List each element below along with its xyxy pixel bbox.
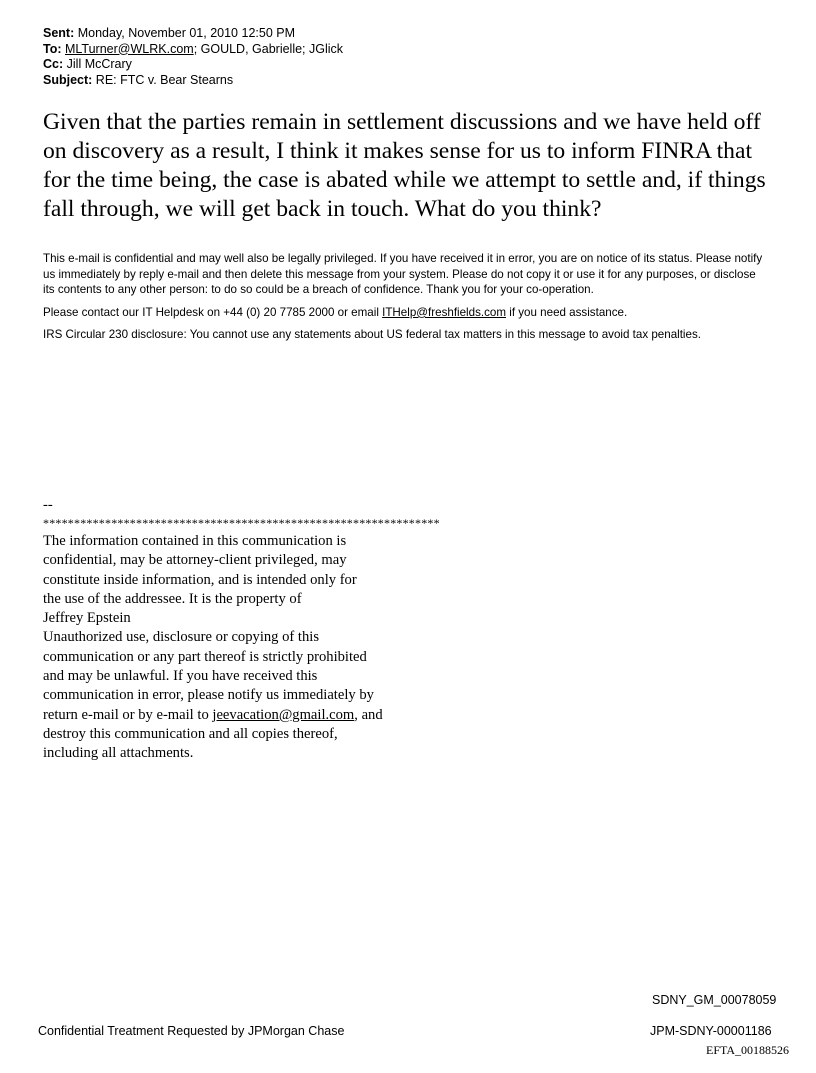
signature-dashes: --	[43, 497, 53, 513]
sig-line: confidential, may be attorney-client privileged, may	[43, 552, 347, 569]
sig-line-text: , and	[354, 706, 383, 723]
subject-row	[43, 73, 783, 89]
to-label: To:	[43, 41, 62, 56]
subject-value: RE: FTC v. Bear Stearns	[95, 72, 234, 87]
helpdesk-text-after: if you need assistance.	[506, 305, 628, 319]
email-body: Given that the parties remain in settlement discussions and we have held off on discovery as a result, I think it makes sense for us to inform FINRA that for the time being, the case is abated while we attempt to settle and, if things fall through, we will get back in touch. What do you think?	[43, 109, 766, 222]
sig-line: communication or any part thereof is strictly prohibited	[43, 648, 367, 665]
sent-row	[43, 26, 783, 42]
sig-line: destroy this communication and all copies thereof,	[43, 725, 338, 742]
sig-line: constitute inside information, and is intended only for	[43, 571, 357, 588]
signature-confidentiality	[43, 532, 423, 764]
sig-line: The information contained in this communication is	[43, 533, 347, 549]
email-header	[43, 26, 783, 88]
confidential-treatment-footer: Confidential Treatment Requested by JPMorgan Chase	[38, 1024, 345, 1038]
sig-line: Jeffrey Epstein	[43, 610, 131, 627]
signature-stars: ****************************************************************	[43, 516, 440, 530]
helpdesk-email-link[interactable]: ITHelp@freshfields.com	[382, 305, 507, 319]
confidentiality-notice: This e-mail is confidential and may well also be legally privileged. If you have received it in error, you are on notice of its status. Please notify us immediately by reply e-mail and then delete this message from your system. Please do not copy it or use it for any purposes, or disclose its contents to any other person: to do so could be a breach of confidence. Thank you for your co-operation.	[43, 252, 763, 297]
sig-line: and may be unlawful. If you have received this	[43, 668, 318, 685]
helpdesk-notice	[43, 305, 763, 321]
legal-disclaimer	[43, 251, 763, 350]
sent-label: Sent:	[43, 26, 75, 40]
sig-line	[43, 706, 423, 725]
subject-label: Subject:	[43, 72, 93, 87]
to-rest: ; GOULD, Gabrielle; JGlick	[193, 41, 344, 56]
sig-line: Unauthorized use, disclosure or copying of this	[43, 629, 320, 646]
cc-value: Jill McCrary	[66, 57, 132, 71]
efta-stamp: EFTA_00188526	[706, 1043, 790, 1057]
helpdesk-text-before: Please contact our IT Helpdesk on +44 (0) 20 7785 2000 or email	[43, 305, 383, 319]
cc-row	[43, 57, 783, 73]
to-email-link[interactable]: MLTurner@WLRK.com	[65, 41, 194, 56]
bates-jpm: JPM-SDNY-00001186	[650, 1024, 772, 1038]
cc-label: Cc:	[43, 57, 64, 71]
to-row	[43, 42, 783, 58]
sig-line: the use of the addressee. It is the property of	[43, 590, 302, 607]
bates-sdny: SDNY_GM_00078059	[652, 993, 777, 1007]
sig-line: communication in error, please notify us immediately by	[43, 687, 374, 704]
signature-block	[43, 496, 513, 764]
sig-line-text: return e-mail or by e-mail to	[43, 706, 213, 723]
sig-line: including all attachments.	[43, 745, 194, 762]
jeevacation-email-link[interactable]: jeevacation@gmail.com	[212, 706, 355, 723]
sent-value: Monday, November 01, 2010 12:50 PM	[77, 26, 295, 40]
irs-disclosure: IRS Circular 230 disclosure: You cannot use any statements about US federal tax matters in this message to avoid tax penalties.	[43, 328, 701, 342]
